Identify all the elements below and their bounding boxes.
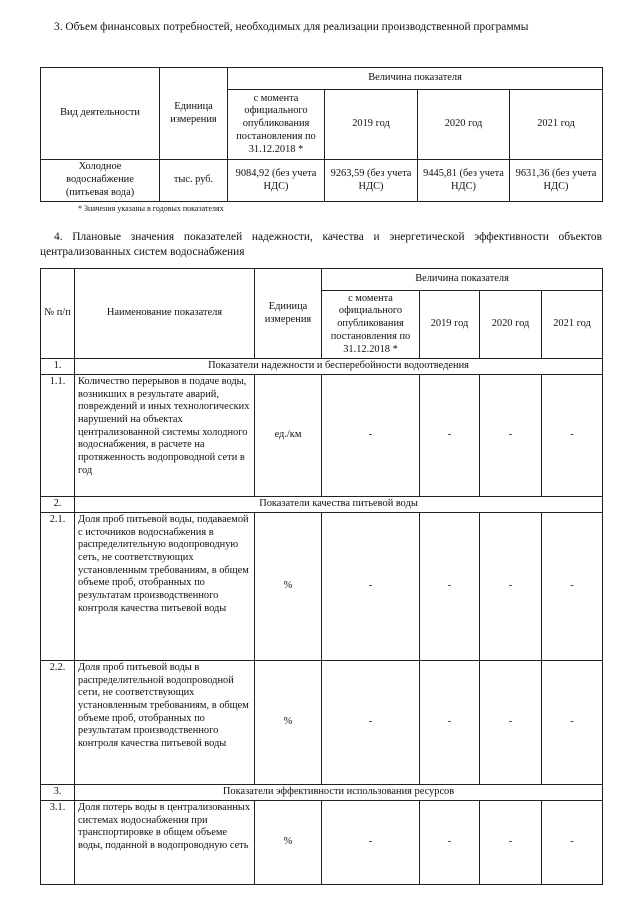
cell-2021: 9631,36 (без учета НДС) [510,160,603,202]
header-from-moment: с момента официального опубликования постановления по 31.12.2018 * [322,291,420,359]
indicators-table-body [41,269,603,885]
value-from-moment: - [322,661,420,785]
header-name: Наименование показателя [75,269,255,359]
section-row [41,785,603,801]
table-row [41,661,603,785]
header-value-group: Величина показателя [228,68,603,90]
header-unit: Единица измерения [160,68,228,160]
value-2019: - [420,375,480,497]
value-2021: - [542,375,603,497]
table-row [41,160,603,202]
indicator-unit: ед./км [255,375,322,497]
section-title: Показатели надежности и бесперебойности водоотведения [75,359,603,375]
cell-from-moment: 9084,92 (без учета НДС) [228,160,325,202]
row-num: 3. [41,785,75,801]
indicator-unit: % [255,513,322,661]
value-2020: - [480,801,542,885]
row-num: 2. [41,497,75,513]
value-2019: - [420,801,480,885]
value-2019: - [420,513,480,661]
value-2020: - [480,661,542,785]
table-row [41,513,603,661]
cell-2020: 9445,81 (без учета НДС) [418,160,510,202]
cell-activity: Холодное водоснабжение (питьевая вода) [41,160,160,202]
footnote: * Значения указаны в годовых показателях [78,204,224,213]
value-from-moment: - [322,801,420,885]
section-title: Показатели эффективности использования ресурсов [75,785,603,801]
indicator-name: Количество перерывов в подаче воды, возникших в результате аварий, повреждений и иных технологических нарушений на объектах централизованной системы холодного водоснабжения, в расчете на протяженность водопроводной сети в год [75,375,255,497]
value-2021: - [542,513,603,661]
row-num: 3.1. [41,801,75,885]
indicators-table [40,268,603,885]
row-num: 1.1. [41,375,75,497]
header-activity: Вид деятельности [41,68,160,160]
cell-unit: тыс. руб. [160,160,228,202]
indicator-name: Доля потерь воды в централизованных системах водоснабжения при транспортировке в общем объеме воды, поданной в водопроводную сеть [75,801,255,885]
header-2020: 2020 год [480,291,542,359]
value-2019: - [420,661,480,785]
indicator-unit: % [255,661,322,785]
value-from-moment: - [322,375,420,497]
financial-needs-table [40,67,603,202]
header-2021: 2021 год [542,291,603,359]
header-from-moment: с момента официального опубликования постановления по 31.12.2018 * [228,90,325,160]
row-num: 2.1. [41,513,75,661]
section4-heading: 4. Плановые значения показателей надежности, качества и энергетической эффективности объектов централизованных систем водоснабжения [40,231,602,258]
header-unit: Единица измерения [255,269,322,359]
table-row [41,375,603,497]
value-2021: - [542,801,603,885]
section3-heading: 3. Объем финансовых потребностей, необходимых для реализации производственной программы [54,21,529,33]
row-num: 2.2. [41,661,75,785]
value-2020: - [480,513,542,661]
indicator-name: Доля проб питьевой воды в распределительной водопроводной сети, не соответствующих установленным требованиям, в общем объеме проб, отобранных по результатам производственного контроля качества питьевой воды [75,661,255,785]
header-2021: 2021 год [510,90,603,160]
row-num: 1. [41,359,75,375]
section-title: Показатели качества питьевой воды [75,497,603,513]
indicator-name: Доля проб питьевой воды, подаваемой с источников водоснабжения в распределительную водопроводную сеть, не соответствующих установленным требованиям, в общем объеме проб, отобранных по результатам производственного контроля качества питьевой воды [75,513,255,661]
table-row [41,801,603,885]
header-2020: 2020 год [418,90,510,160]
value-2021: - [542,661,603,785]
header-value-group: Величина показателя [322,269,603,291]
header-2019: 2019 год [420,291,480,359]
cell-2019: 9263,59 (без учета НДС) [325,160,418,202]
header-2019: 2019 год [325,90,418,160]
section-row [41,359,603,375]
value-2020: - [480,375,542,497]
section-row [41,497,603,513]
header-num: № п/п [41,269,75,359]
indicator-unit: % [255,801,322,885]
value-from-moment: - [322,513,420,661]
